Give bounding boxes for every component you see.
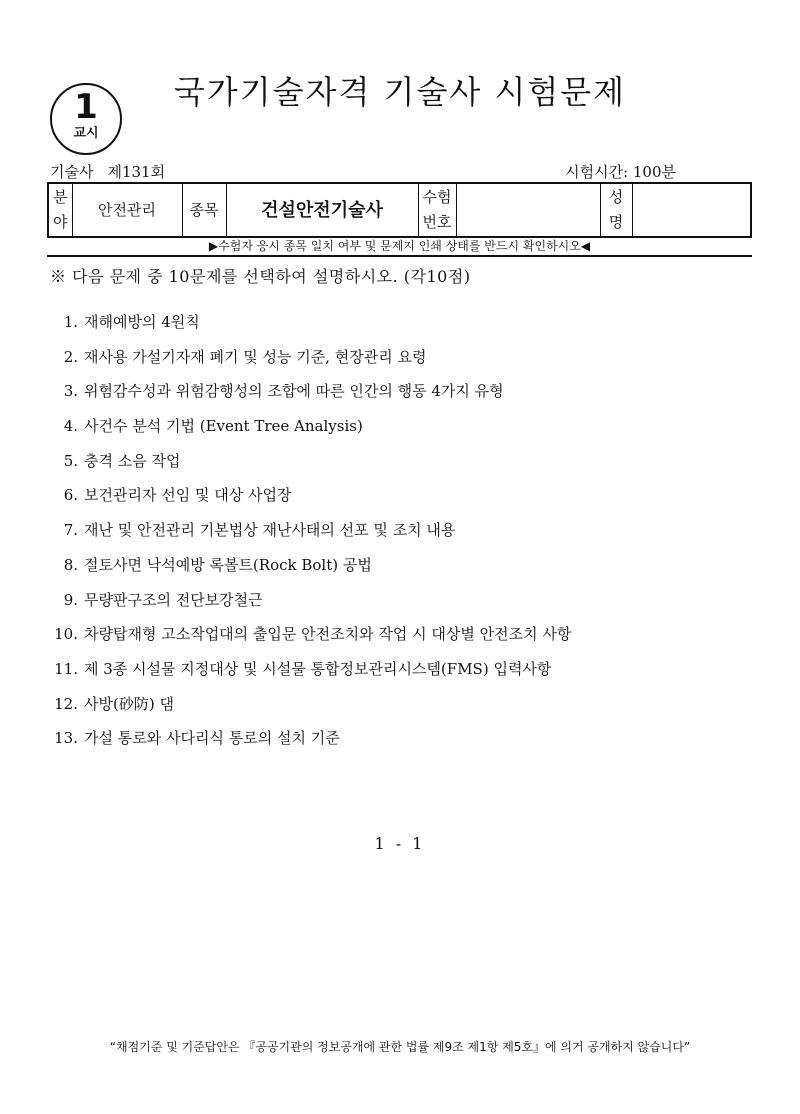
list-item: 12. 사방(砂防) 댐 <box>54 694 174 713</box>
exam-number-field[interactable] <box>456 183 600 237</box>
list-item: 11. 제 3종 시설물 지정대상 및 시설물 통합정보관리시스템(FMS) 입력사항 <box>54 659 552 678</box>
name-field[interactable] <box>632 183 751 237</box>
list-item: 8. 절토사면 낙석예방 록볼트(Rock Bolt) 공법 <box>63 555 372 574</box>
instruction-text: ※ 다음 문제 중 10문제를 선택하여 설명하시오. (각10점) <box>50 267 471 286</box>
list-item: 2. 재사용 가설기자재 폐기 및 성능 기준, 현장관리 요령 <box>63 347 427 366</box>
exam-round: 제131회 <box>107 163 166 181</box>
list-item: 4. 사건수 분석 기법 (Event Tree Analysis) <box>63 417 363 436</box>
name-label: 성 명 <box>600 183 632 237</box>
list-item: 1. 재해예방의 4원칙 <box>63 313 200 331</box>
list-item: 10. 차량탑재형 고소작업대의 출입문 안전조치와 작업 시 대상별 안전조치 사항 <box>54 625 572 644</box>
field-label: 분 야 <box>48 183 72 237</box>
subject-value: 건설안전기술사 <box>226 183 418 237</box>
list-item: 9. 무량판구조의 전단보강철근 <box>63 590 263 609</box>
subject-label: 종목 <box>182 183 226 237</box>
question-list <box>44 310 744 761</box>
list-item: 7. 재난 및 안전관리 기본법상 재난사태의 선포 및 조치 내용 <box>63 521 456 540</box>
session-number: 1 <box>74 87 98 127</box>
session-badge <box>50 83 122 155</box>
session-label: 교시 <box>73 126 99 141</box>
field-value: 안전관리 <box>72 183 182 237</box>
notice-banner: ▶수험자 응시 종목 일치 여부 및 문제지 인쇄 상태를 반드시 확인하시오◀ <box>47 237 752 257</box>
exam-time: 시험시간: 100분 <box>565 163 676 181</box>
exam-info-table <box>47 182 752 238</box>
list-item: 5. 충격 소음 작업 <box>63 451 181 470</box>
list-item: 13. 가설 통로와 사다리식 통로의 설치 기준 <box>54 729 340 748</box>
list-item: 6. 보건관리자 선임 및 대상 사업장 <box>63 486 292 505</box>
page-title: 국가기술자격 기술사 시험문제 <box>173 73 627 111</box>
exam-meta-left <box>50 162 165 182</box>
exam-number-label: 수험 번호 <box>418 183 456 237</box>
page-number: 1 - 1 <box>374 834 426 853</box>
list-item: 3. 위험감수성과 위험감행성의 조합에 따른 인간의 행동 4가지 유형 <box>63 382 504 401</box>
footer-disclaimer: “채점기준 및 기준답안은 『공공기관의 정보공개에 관한 법률 제9조 제1항 제5호』에 의거 공개하지 않습니다” <box>109 1040 691 1054</box>
exam-category: 기술사 <box>50 163 94 181</box>
